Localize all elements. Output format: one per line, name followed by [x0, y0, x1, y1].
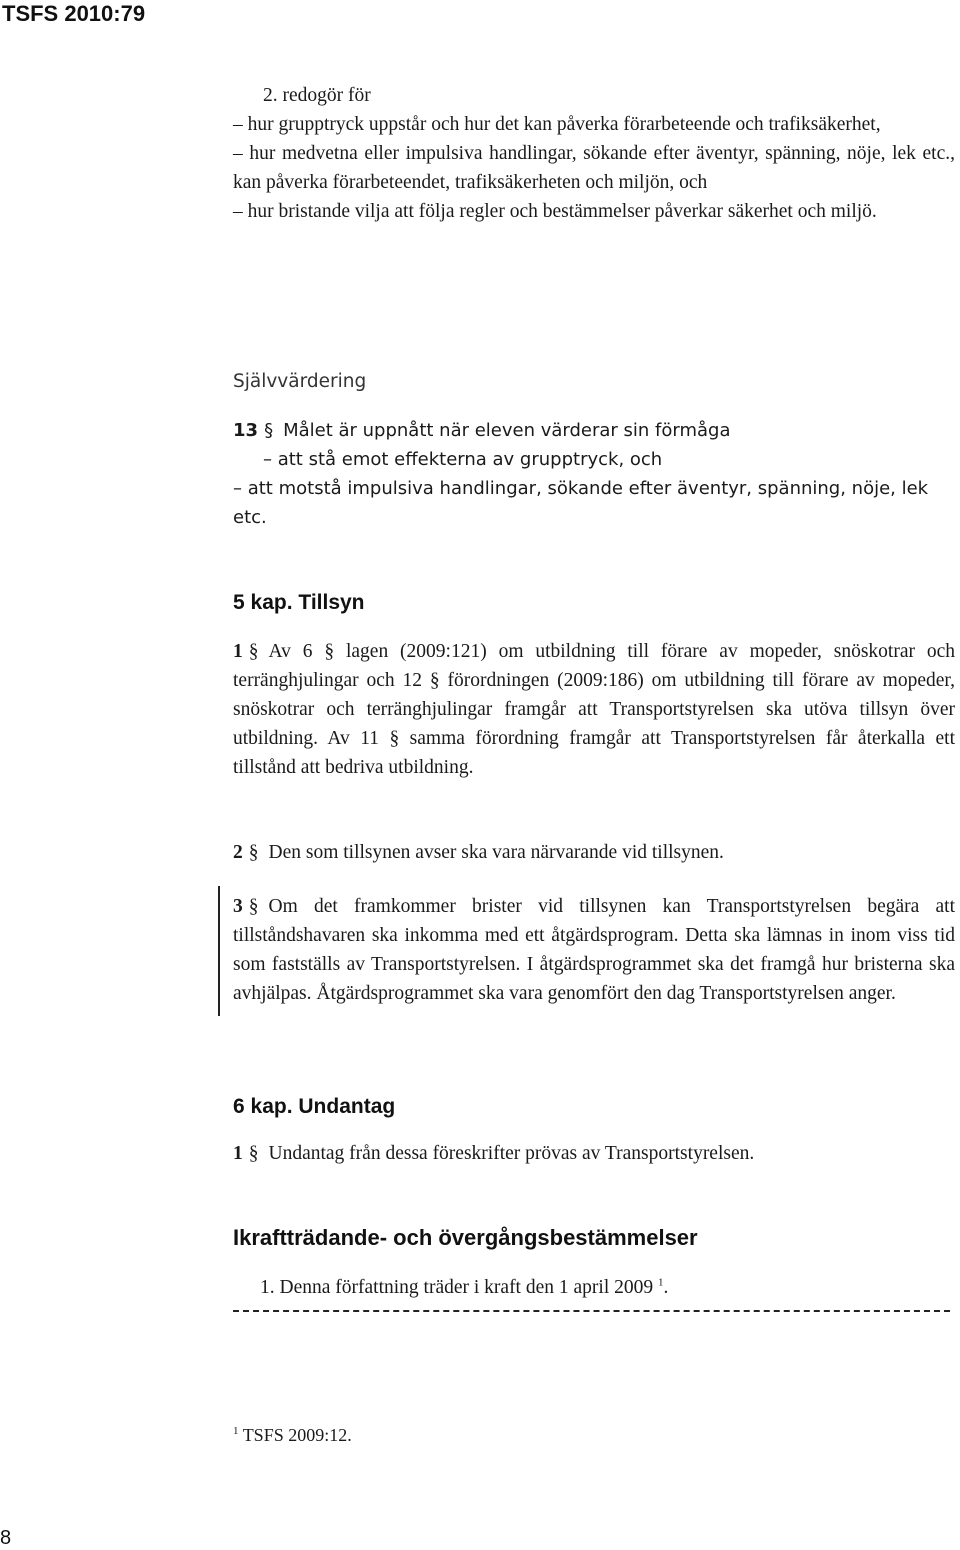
- section-sign: §: [248, 1143, 259, 1164]
- document-header: TSFS 2010:79: [2, 1, 146, 26]
- transitional-item-end: .: [663, 1277, 669, 1298]
- section-sign: §: [248, 842, 259, 863]
- section-sign: §: [248, 641, 259, 662]
- intro-dash-1: – hur grupptryck uppstår och hur det kan påverka förarbeteende och trafiksäkerhet,: [233, 114, 881, 135]
- page-number: 8: [0, 1527, 12, 1549]
- self-assessment-heading: Självvärdering: [233, 371, 367, 392]
- paragraph-text: Undantag från dessa föreskrifter prövas av Transportstyrelsen.: [268, 1143, 755, 1164]
- footnote: [233, 1422, 352, 1448]
- footnote-mark: 1: [233, 1425, 239, 1437]
- paragraph-text: Om det framkommer brister vid tillsynen kan Transportstyrelsen begära att tillståndshavaren ska inkomma med ett åtgärdsprogram. Detta ska lämnas in inom viss tid som fastställs av Transportstyrelsen. I åtgärdsprogrammet ska det framgå hur bristerna ska avhjälpas. Åtgärdsprogrammet ska vara genomfört den dag Transportstyrelsen anger.: [233, 896, 955, 1004]
- footnote-separator: [233, 1310, 950, 1312]
- self-assessment-dash-1: – att stå emot effekterna av grupptryck, och: [263, 449, 663, 470]
- footnote-reference: 1: [658, 1276, 664, 1289]
- intro-dash-2: – hur medvetna eller impulsiva handlingar, sökande efter äventyr, spänning, nöje, lek etc., kan påverka förarbeteendet, trafiksäkerheten och miljön, och: [233, 143, 955, 193]
- self-assessment-lead: [233, 416, 955, 445]
- paragraph-text: Av 6 § lagen (2009:121) om utbildning till förare av mopeder, snöskotrar och terränghjulingar och 12 § förordningen (2009:186) om utbildning till förare av mopeder, snöskotrar och terränghjulingar framgår att Transportstyrelsen ska utöva tillsyn över utbildning. Av 11 § samma förordning framgår att Transportstyrelsen får återkalla ett tillstånd att bedriva utbildning.: [233, 641, 955, 778]
- chapter-5-paragraph-2: [233, 838, 955, 867]
- lead-text: Målet är uppnått när eleven värderar sin förmåga: [283, 420, 731, 441]
- paragraph-text: Den som tillsynen avser ska vara närvarande vid tillsynen.: [268, 842, 724, 863]
- section-sign: §: [248, 896, 259, 917]
- section-sign: §: [264, 420, 274, 441]
- transitional-title: Ikraftträdande- och övergångsbestämmelser: [233, 1225, 698, 1250]
- chapter-5-paragraph-1: [233, 637, 955, 782]
- chapter-5-title: 5 kap. Tillsyn: [233, 591, 365, 614]
- paragraph-number: 1: [233, 1143, 243, 1164]
- chapter-5-paragraph-3: [233, 892, 955, 1008]
- chapter-6-title: 6 kap. Undantag: [233, 1095, 396, 1118]
- transitional-item: [233, 1273, 955, 1302]
- change-bar: [218, 886, 220, 1016]
- intro-list: [233, 81, 955, 226]
- paragraph-number: 2: [233, 842, 243, 863]
- paragraph-number: 1: [233, 641, 243, 662]
- footnote-text: TSFS 2009:12.: [242, 1425, 352, 1445]
- self-assessment-section: [233, 416, 955, 532]
- self-assessment-dash-2: – att motstå impulsiva handlingar, sökande efter äventyr, spänning, nöje, lek etc.: [233, 478, 929, 528]
- chapter-6-paragraph-1: [233, 1139, 955, 1168]
- paragraph-number: 13: [233, 420, 259, 441]
- intro-item: 2. redogör för: [263, 85, 371, 106]
- intro-dash-3: – hur bristande vilja att följa regler och bestämmelser påverkar säkerhet och miljö.: [233, 201, 877, 222]
- paragraph-number: 3: [233, 896, 243, 917]
- transitional-item-text: 1. Denna författning träder i kraft den 1 april 2009: [260, 1277, 654, 1298]
